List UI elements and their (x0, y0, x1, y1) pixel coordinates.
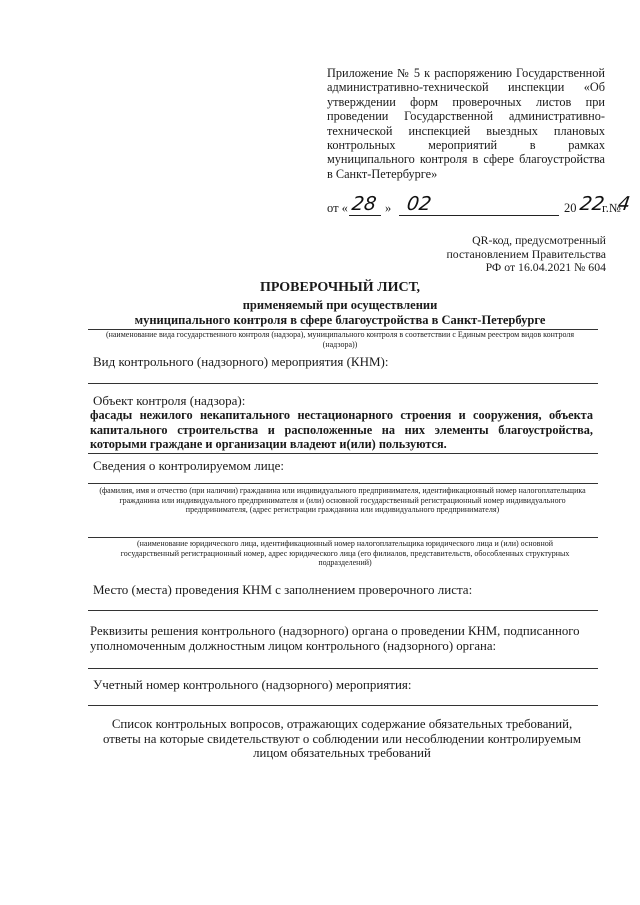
knm-type-label: Вид контрольного (надзорного) мероприятия (КНМ): (93, 354, 389, 369)
object-label: Объект контроля (надзора): (93, 393, 246, 408)
date-year-suffix: 22 (578, 193, 606, 215)
number-prefix: г.№ (602, 201, 621, 215)
org-hint: (наименование юридического лица, идентификационный номер налогоплательщика юридического лица и (или) основной государственный регистрационный номер, адрес юридического лица (его филиалов, представительств, обособленных структурных подразделений) (120, 539, 570, 567)
date-line (327, 193, 632, 220)
page-subtitle: применяемый при осуществлении (242, 298, 438, 312)
control-kind-hint: (наименование вида государственного контроля (надзора), муниципального контроля в соответствии с Единым реестром видов контроля (надзора)) (105, 330, 575, 349)
person-line (88, 483, 598, 484)
qr-note: QR-код, предусмотренный постановлением Правительства РФ от 16.04.2021 № 604 (446, 233, 606, 274)
day-underline (349, 215, 381, 216)
date-day: 28 (350, 193, 378, 215)
page-title: ПРОВЕРОЧНЫЙ ЛИСТ, (259, 280, 421, 295)
place-label: Место (места) проведения КНМ с заполнением проверочного листа: (93, 582, 473, 597)
account-number-label: Учетный номер контрольного (надзорного) мероприятия: (93, 677, 412, 692)
date-year-prefix: 20 (564, 201, 577, 215)
appendix-header: Приложение № 5 к распоряжению Государственной административно-технической инспекции «Об утверждении форм проверочных листов при проведении Государственной административно-технической инспекцией выездных плановых контрольных мероприятий в рамках муниципального контроля в сфере благоустройства в Санкт-Петербурге» (327, 66, 605, 181)
month-underline (399, 215, 559, 216)
decision-label: Реквизиты решения контрольного (надзорного) органа о проведении КНМ, подписанного уполномоченным должностным лицом контрольного (надзорного) органа: (90, 624, 580, 653)
doc-number: 4 (616, 193, 632, 215)
account-number-line (88, 705, 598, 706)
control-kind-title: муниципального контроля в сфере благоустройства в Санкт-Петербурге (134, 313, 546, 327)
date-month: 02 (405, 193, 433, 215)
place-line (88, 610, 598, 611)
date-prefix: от « (327, 201, 348, 215)
controlled-person-label: Сведения о контролируемом лице: (93, 458, 285, 473)
org-line (88, 537, 598, 538)
object-underline (88, 453, 598, 454)
decision-line (88, 668, 598, 669)
knm-type-line (88, 383, 598, 384)
questions-heading: Список контрольных вопросов, отражающих содержание обязательных требований, ответы на которые свидетельствуют о соблюдении или несоблюдении контролируемым лицом обязательных требований (103, 717, 581, 760)
person-hint: (фамилия, имя и отчество (при наличии) гражданина или индивидуального предпринимателя, идентификационный номер налогоплательщика гражданина или индивидуального предпринимателя и (или) основной государственный регистрационный номер индивидуального предпринимателя, (адрес регистрации гражданина или индивидуального предпринимателя) (99, 486, 586, 514)
object-text: фасады нежилого некапитального нестационарного строения и сооружения, объекта капитального строительства и расположенные на них элементы благоустройства, которыми граждане и организации владеют и(или) пользуются. (90, 408, 593, 451)
date-mid: » (385, 201, 392, 215)
